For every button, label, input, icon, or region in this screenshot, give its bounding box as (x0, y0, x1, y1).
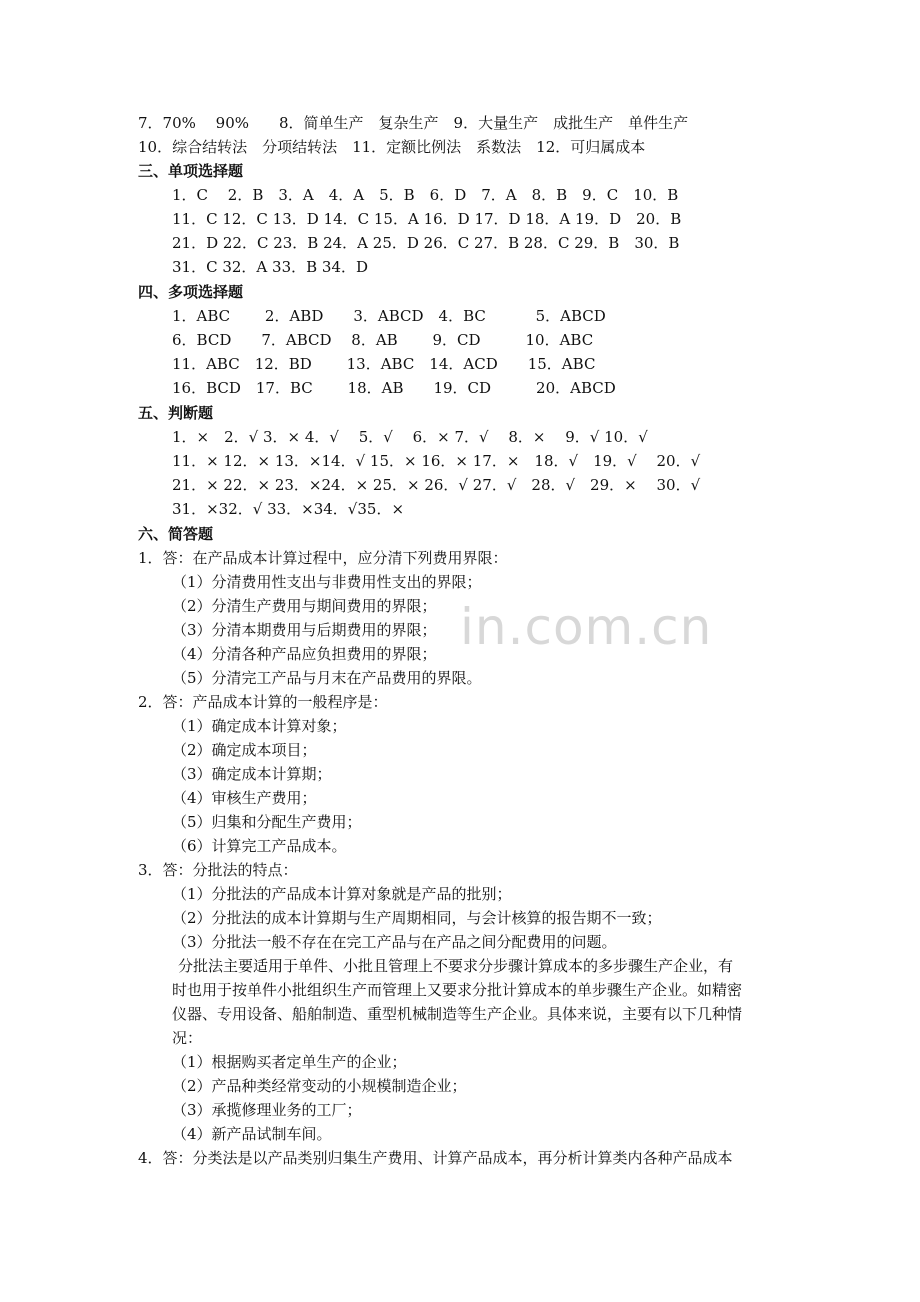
section-heading-true-false: 五、判断题 (138, 404, 214, 422)
answer-3-case-3: （3）承揽修理业务的工厂； (172, 1101, 362, 1119)
answer-3-paragraph-line-1: 分批法主要适用于单件、小批且管理上不要求分步骤计算成本的多步骤生产企业，有 (178, 957, 734, 975)
multiple-choice-row-2: 6．BCD 7．ABCD 8．AB 9．CD 10．ABC (172, 331, 594, 349)
single-choice-row-2: 11．C 12．C 13．D 14．C 15．A 16．D 17．D 18．A 19．D 20．B (172, 210, 682, 228)
answer-2-item-6: （6）计算完工产品成本。 (172, 837, 347, 855)
single-choice-row-4: 31．C 32．A 33．B 34．D (172, 258, 369, 276)
answer-3-paragraph-line-2: 时也用于按单件小批组织生产而管理上又要求分批计算成本的单步骤生产企业。如精密 (172, 981, 743, 999)
true-false-row-1: 1．× 2．√ 3．× 4．√ 5．√ 6．× 7．√ 8．× 9．√ 10．√ (172, 428, 648, 446)
section-heading-single-choice: 三、单项选择题 (138, 162, 244, 180)
multiple-choice-row-1: 1．ABC 2．ABD 3．ABCD 4．BC 5．ABCD (172, 307, 606, 325)
answer-2-item-4: （4）审核生产费用； (172, 789, 317, 807)
answer-2-intro: 2．答：产品成本计算的一般程序是： (138, 693, 388, 711)
answer-3-item-1: （1）分批法的产品成本计算对象就是产品的批别； (172, 885, 512, 903)
answer-4-intro: 4．答：分类法是以产品类别归集生产费用、计算产品成本，再分析计算类内各种产品成本 (138, 1149, 733, 1167)
answer-3-case-2: （2）产品种类经常变动的小规模制造企业； (172, 1077, 467, 1095)
single-choice-row-3: 21．D 22．C 23．B 24．A 25．D 26．C 27．B 28．C 29．B 30．B (172, 234, 680, 252)
answer-1-item-2: （2）分清生产费用与期间费用的界限； (172, 597, 437, 615)
section-heading-multiple-choice: 四、多项选择题 (138, 283, 244, 301)
answer-3-paragraph-line-3: 仪器、专用设备、船舶制造、重型机械制造等生产企业。具体来说，主要有以下几种情 (172, 1005, 743, 1023)
answer-1-item-5: （5）分清完工产品与月末在产品费用的界限。 (172, 669, 482, 687)
true-false-row-2: 11．× 12．× 13．×14．√ 15．× 16．× 17．× 18．√ 19．√ 20．√ (172, 452, 701, 470)
answer-1-intro: 1．答：在产品成本计算过程中，应分清下列费用界限： (138, 549, 508, 567)
answer-3-paragraph-line-4: 况： (172, 1029, 203, 1047)
fill-blank-answers-7-9: 7．70% 90% 8．简单生产 复杂生产 9．大量生产 成批生产 单件生产 (138, 114, 689, 132)
answer-3-case-1: （1）根据购买者定单生产的企业； (172, 1053, 407, 1071)
fill-blank-answers-10-12: 10．综合结转法 分项结转法 11．定额比例法 系数法 12．可归属成本 (138, 138, 646, 156)
single-choice-row-1: 1．C 2．B 3．A 4．A 5．B 6．D 7．A 8．B 9．C 10．B (172, 186, 679, 204)
answer-2-item-2: （2）确定成本项目； (172, 741, 317, 759)
multiple-choice-row-3: 11．ABC 12．BD 13．ABC 14．ACD 15．ABC (172, 355, 596, 373)
watermark: in.com.cn (460, 598, 713, 656)
true-false-row-4: 31．×32．√ 33．×34．√35．× (172, 500, 405, 518)
section-heading-short-answer: 六、简答题 (138, 525, 214, 543)
answer-3-item-3: （3）分批法一般不存在在完工产品与在产品之间分配费用的问题。 (172, 933, 617, 951)
answer-1-item-3: （3）分清本期费用与后期费用的界限； (172, 621, 437, 639)
answer-1-item-4: （4）分清各种产品应负担费用的界限； (172, 645, 437, 663)
answer-3-intro: 3．答：分批法的特点： (138, 861, 298, 879)
answer-3-item-2: （2）分批法的成本计算期与生产周期相同，与会计核算的报告期不一致； (172, 909, 662, 927)
answer-1-item-1: （1）分清费用性支出与非费用性支出的界限； (172, 573, 482, 591)
true-false-row-3: 21．× 22．× 23．×24．× 25．× 26．√ 27．√ 28．√ 29．× 30．√ (172, 476, 701, 494)
multiple-choice-row-4: 16．BCD 17．BC 18．AB 19．CD 20．ABCD (172, 379, 616, 397)
answer-3-case-4: （4）新产品试制车间。 (172, 1125, 332, 1143)
answer-2-item-1: （1）确定成本计算对象； (172, 717, 347, 735)
answer-2-item-3: （3）确定成本计算期； (172, 765, 332, 783)
answer-2-item-5: （5）归集和分配生产费用； (172, 813, 362, 831)
